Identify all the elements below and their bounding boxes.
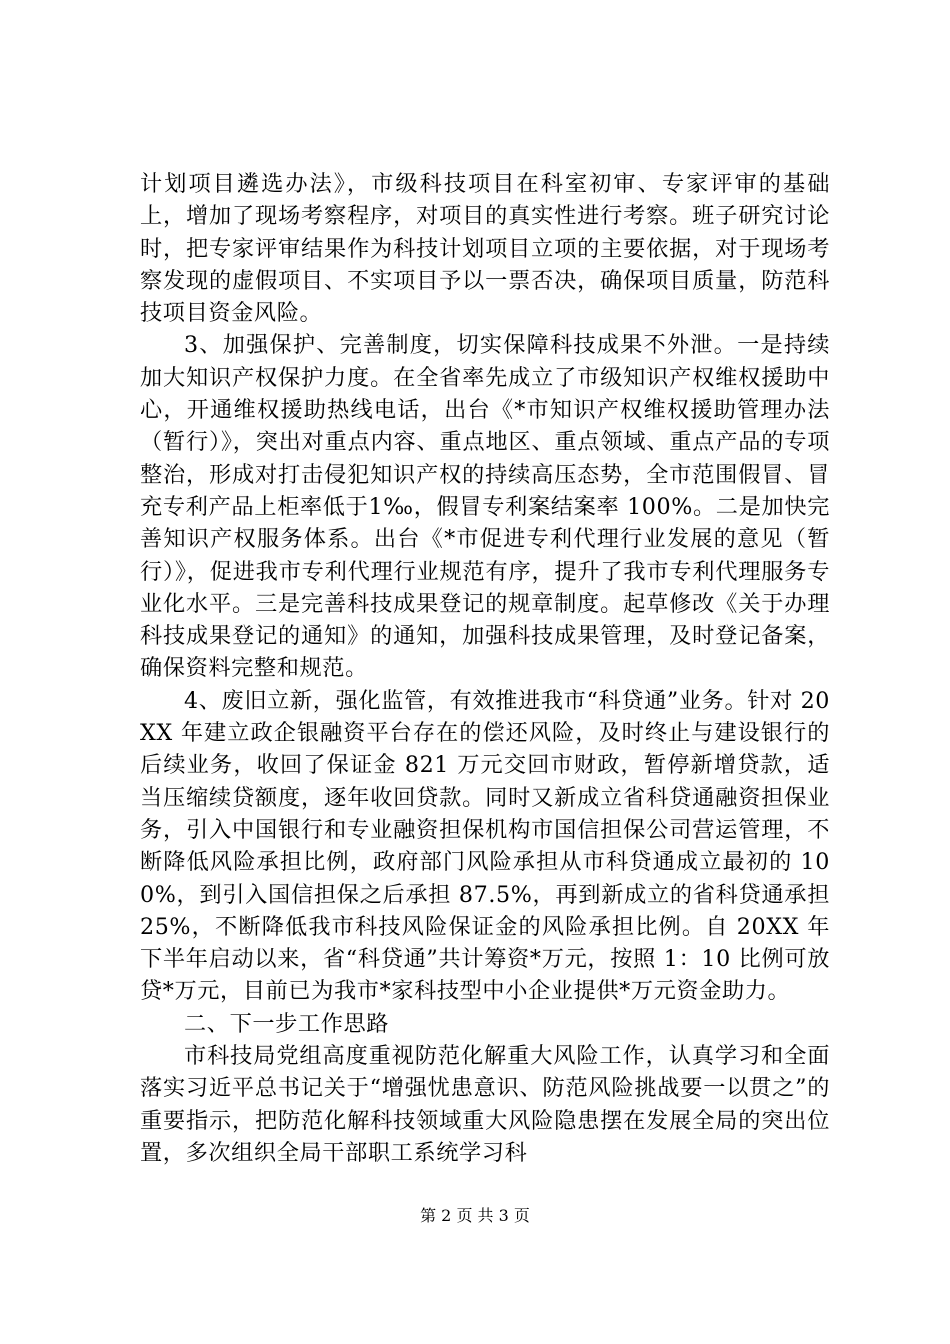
- section-heading: 二、下一步工作思路: [184, 1010, 390, 1037]
- document-body: [140, 168, 830, 1169]
- paragraph: 市科技局党组高度重视防范化解重大风险工作，认真学习和全面落实习近平总书记关于“增强忧患意识、防范风险挑战要一以贯之”的重要指示，把防范化解科技领域重大风险隐患摆在发展全局的突出位置，多次组织全局干部职工系统学习科: [140, 1043, 830, 1166]
- paragraph: 3、加强保护、完善制度，切实保障科技成果不外泄。一是持续加大知识产权保护力度。在全省率先成立了市级知识产权维权援助中心，开通维权援助热线电话，出台《*市知识产权维权援助管理办法（暂行）》，突出对重点内容、重点地区、重点领域、重点产品的专项整治，形成对打击侵犯知识产权的持续高压态势，全市范围假冒、冒充专利产品上柜率低于1‰，假冒专利案结案率 100%。二是加快完善知识产权服务体系。出台《*市促进专利代理行业发展的意见（暂行）》，促进我市专利代理行业规范有序，提升了我市专利代理服务专业化水平。三是完善科技成果登记的规章制度。起草修改《关于办理科技成果登记的通知》的通知，加强科技成果管理，及时登记备案，确保资料完整和规范。: [140, 332, 830, 682]
- page-footer: 第 2 页 共 3 页: [420, 1206, 530, 1225]
- paragraph: 计划项目遴选办法》，市级科技项目在科室初审、专家评审的基础上，增加了现场考察程序，对项目的真实性进行考察。班子研究讨论时，把专家评审结果作为科技计划项目立项的主要依据，对于现场考察发现的虚假项目、不实项目予以一票否决，确保项目质量，防范科技项目资金风险。: [140, 171, 830, 327]
- paragraph: 4、废旧立新，强化监管，有效推进我市“科贷通”业务。针对 20XX 年建立政企银融资平台存在的偿还风险，及时终止与建设银行的后续业务，收回了保证金 821 万元交回市财政，暂停新增贷款，适当压缩续贷额度，逐年收回贷款。同时又新成立省科贷通融资担保业务，引入中国银行和专业融资担保机构市国信担保公司营运管理，不断降低风险承担比例，政府部门风险承担从市科贷通成立最初的 100%，到引入国信担保之后承担 87.5%，再到新成立的省科贷通承担 25%，不断降低我市科技风险保证金的风险承担比例。自 20XX 年下半年启动以来，省“科贷通”共计筹资*万元，按照 1：10 比例可放贷*万元，目前已为我市*家科技型中小企业提供*万元资金助力。: [140, 687, 830, 1005]
